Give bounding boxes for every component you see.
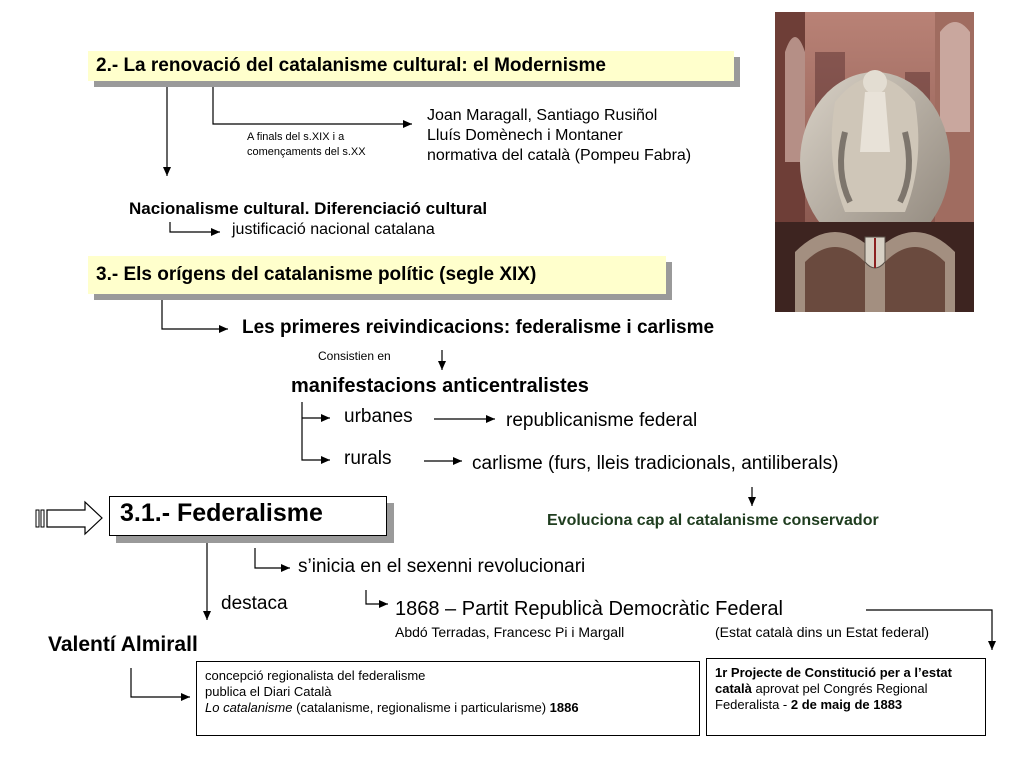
state-text: (Estat català dins un Estat federal) [715, 624, 929, 640]
urban-label: urbanes [344, 406, 413, 427]
section-3-title: 3.- Els orígens del catalanisme polític (segle XIX) [88, 256, 666, 294]
rural-result: carlisme (furs, lleis tradicionals, antiliberals) [472, 453, 839, 474]
claims-text: Les primeres reivindicacions: federalisme i carlisme [242, 317, 715, 338]
anticentral-text: manifestacions anticentralistes [291, 375, 589, 397]
rural-label: rurals [344, 448, 392, 469]
justification-text: justificació nacional catalana [232, 221, 435, 238]
modernism-names: Joan Maragall, Santiago Rusiñol Lluís Domènech i Montaner normativa del català (Pompeu Fabra) [427, 107, 692, 164]
stands-out-label: destaca [221, 593, 288, 614]
section-2-title: 2.- La renovació del catalanisme cultural: el Modernisme [88, 51, 734, 81]
evolution-text: Evoluciona cap al catalanisme conservador [547, 512, 879, 529]
block-arrow-icon [36, 502, 102, 534]
constitution-box: 1r Projecte de Constitució per a l’estat català aprovat pel Congrés Regional Federalista - 2 de maig de 1883 [706, 658, 986, 736]
party-members: Abdó Terradas, Francesc Pi i Margall [395, 624, 625, 640]
person-name: Valentí Almirall [48, 633, 198, 656]
period-label: A finals del s.XIX i a començaments del s.XX [247, 131, 366, 158]
urban-result: republicanisme federal [506, 410, 698, 431]
almirall-box: concepció regionalista del federalisme publica el Diari Català Lo catalanisme (catalanisme, regionalisme i particularisme) 1886 [196, 661, 700, 736]
consisted-label: Consistien en [318, 349, 391, 363]
palau-musica-photo [775, 12, 974, 312]
party-text: 1868 – Partit Republicà Democràtic Federal [395, 598, 783, 620]
begins-text: s’inicia en el sexenni revolucionari [298, 556, 586, 577]
nationalism-text: Nacionalisme cultural. Diferenciació cultural [129, 199, 488, 218]
section-3-1-title: 3.1.- Federalisme [109, 496, 387, 536]
